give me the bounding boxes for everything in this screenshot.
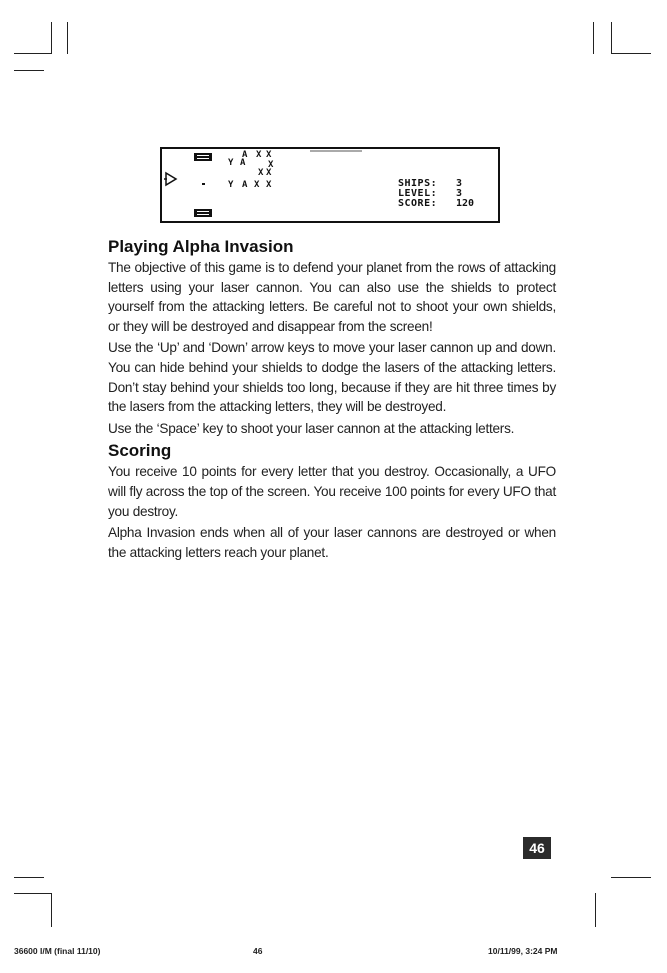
svg-text:X: X — [254, 180, 260, 190]
svg-text:X: X — [258, 168, 264, 178]
svg-text:A: A — [242, 150, 248, 160]
crop-mark — [593, 22, 594, 54]
footer-left: 36600 I/M (final 11/10) — [14, 946, 101, 956]
crop-mark — [595, 893, 596, 927]
level-value: 3 — [456, 188, 463, 199]
crop-mark — [611, 22, 612, 54]
svg-text:Y: Y — [228, 158, 234, 168]
laser-shot — [202, 183, 205, 185]
crop-mark — [14, 53, 52, 54]
svg-text:Y: Y — [228, 180, 234, 190]
manual-content — [108, 236, 556, 564]
paragraph-points: You receive 10 points for every letter that you destroy. Occasionally, a UFO will fly across the top of the screen. You receive 100 points for every UFO that you destroy. — [108, 464, 556, 519]
svg-text:X: X — [256, 150, 262, 160]
crop-mark — [611, 53, 651, 54]
stat-score — [398, 199, 474, 209]
paragraph-controls: Use the ‘Up’ and ‘Down’ arrow keys to move your laser cannon up and down. You can hide behind your shields to dodge the lasers of the attacking letters. Don’t stay behind your shields too long, because if they are hit three times by the lasers from the attacking letters, they will be destroyed. — [108, 340, 556, 415]
crop-mark — [14, 70, 44, 71]
svg-text:A: A — [242, 180, 248, 190]
game-screenshot — [160, 147, 500, 223]
svg-text:X: X — [268, 160, 274, 170]
crop-mark — [611, 877, 651, 878]
shield-bottom — [194, 209, 212, 217]
svg-text:X: X — [266, 168, 272, 178]
page-number-badge: 46 — [523, 837, 551, 859]
paragraph-objective: The objective of this game is to defend your planet from the rows of attacking letters using your laser cannon. You can also use the shields to protect yourself from the attacking letters. Be careful not to shoot your own shields, or they will be destroyed and disappear from the screen! — [108, 260, 556, 334]
crop-mark — [51, 893, 52, 927]
svg-text:A: A — [240, 158, 246, 168]
svg-text:X: X — [266, 180, 272, 190]
ships-value: 3 — [456, 178, 463, 189]
laser-cannon — [164, 173, 176, 185]
crop-mark — [14, 877, 44, 878]
shield-top — [194, 153, 212, 161]
paragraph-shoot: Use the ‘Space’ key to shoot your laser cannon at the attacking letters. — [108, 420, 515, 436]
score-label: SCORE: — [398, 198, 438, 209]
footer-right: 10/11/99, 3:24 PM — [488, 946, 558, 956]
crop-mark — [14, 893, 52, 894]
crop-mark — [67, 22, 68, 54]
crop-mark — [51, 22, 52, 54]
attacking-letters — [228, 150, 274, 190]
footer-center: 46 — [253, 946, 263, 956]
score-value: 120 — [456, 198, 475, 209]
game-stats — [398, 179, 474, 209]
ships-label: SHIPS: — [398, 178, 438, 189]
heading-scoring: Scoring — [108, 441, 172, 461]
heading-playing: Playing Alpha Invasion — [108, 237, 294, 256]
level-label: LEVEL: — [398, 188, 438, 199]
svg-text:X: X — [266, 150, 272, 160]
paragraph-game-end: Alpha Invasion ends when all of your laser cannons are destroyed or when the attacking letters reach your planet. — [108, 525, 556, 560]
